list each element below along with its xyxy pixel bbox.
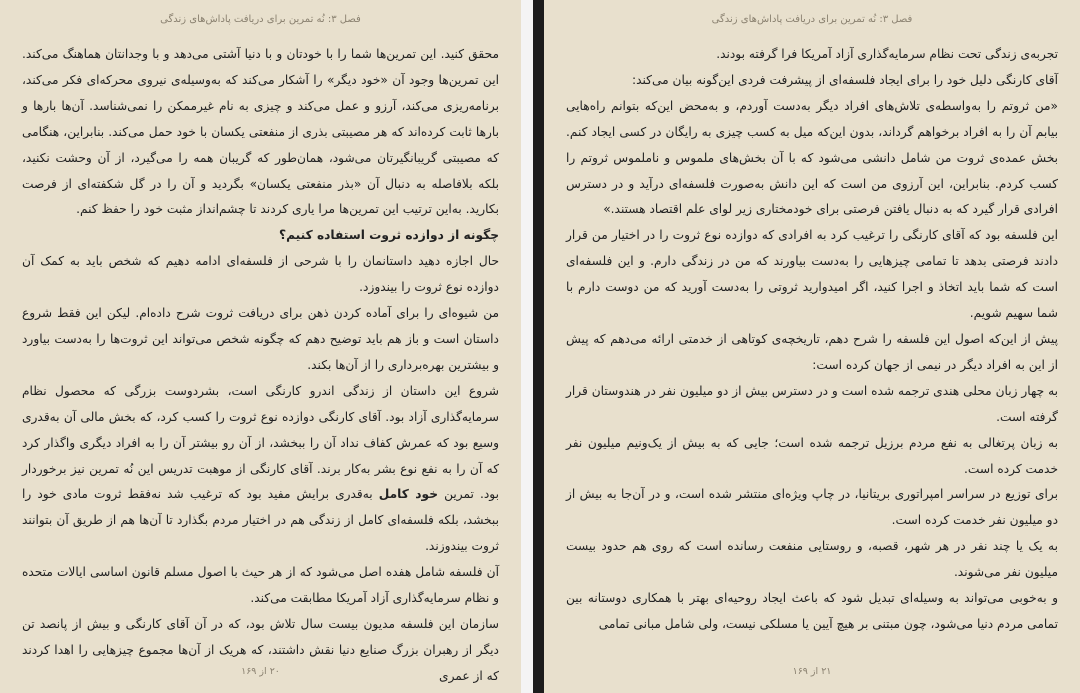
chapter-header: فصل ۳: نُه تمرین برای دریافت پاداش‌های زندگی [160, 14, 361, 25]
paragraph [22, 379, 499, 560]
paragraph: من شیوه‌ای را برای آماده کردن ذهن برای دریافت ثروت شرح داده‌ام. لیکن این فقط شروع داستان است و باز هم باید توضیح دهم که چگونه شخص می‌تواند این ثروت‌ها را به‌دست بیاورد و بیشترین بهره‌برداری را از آن‌ها بکند. [22, 306, 499, 372]
left-page[interactable] [0, 0, 521, 693]
right-page[interactable] [544, 0, 1080, 693]
paragraph: به یک یا چند نفر در هر شهر، قصبه، و روستایی منفعت رسانده است که روی هم حدود بیست میلیون نفر می‌شوند. [566, 539, 1058, 580]
paragraph: آقای کارنگی دلیل خود را برای ایجاد فلسفه‌ای از پیشرفت فردی این‌گونه بیان می‌کند: [631, 72, 1058, 87]
chapter-header: فصل ۳: نُه تمرین برای دریافت پاداش‌های زندگی [711, 14, 913, 25]
page-number: ۲۰ از ۱۶۹ [241, 666, 280, 677]
paragraph: برای توزیع در سراسر امپراتوری بریتانیا، در چاپ ویژه‌ای منتشر شده است، و در آن‌جا به بیش از دو میلیون نفر خدمت کرده است. [566, 487, 1058, 528]
paragraph-text: شروع این داستان از زندگی اندرو کارنگی است، بشردوست بزرگی که محصول نظام سرمایه‌گذاری آزاد بود. آقای کارنگی دوازده نوع ثروت را کسب کرد، که بخش مالی آن به‌قدری وسیع بود که عمرش کفاف نداد آن را ببخشد، از آن رو بیشتر آن را به افراد دیگری واگذار کرد که آن را به نفع نوع بشر به‌کار برند. آقای کارنگی از موهبت تدریس این نُه تمرین نیز برخوردار بود. تمرین [22, 383, 499, 502]
page-body [566, 42, 1058, 638]
paragraph: به زبان پرتغالی به نفع مردم برزیل ترجمه شده است؛ جایی که به بیش از یک‌ونیم میلیون نفر خدمت کرده است. [566, 435, 1058, 476]
page-number: ۲۱ از ۱۶۹ [792, 666, 832, 677]
paragraph: به چهار زبان محلی هندی ترجمه شده است و در دسترس بیش از دو میلیون نفر در هندوستان قرار گرفته است. [566, 383, 1058, 424]
section-heading: چگونه از دوازده ثروت استفاده کنیم؟ [279, 228, 499, 243]
paragraph: آن فلسفه شامل هفده اصل می‌شود که از هر حیث با اصول مسلم قانون اساسی ایالات متحده و نظام سرمایه‌گذاری آزاد آمریکا مطابقت می‌کند. [22, 565, 499, 606]
bold-term: خود کامل [378, 487, 438, 502]
paragraph: محقق کنید. این تمرین‌ها شما را با خودتان و با دنیا آشتی می‌دهد و با وجدانتان هماهنگ می‌کند. این تمرین‌ها وجود آن «خود دیگر» را آشکار می‌کند که به‌وسیله‌ی نیروی محرکه‌ای فکر می‌کند، برنامه‌ریزی می‌کند، آرزو و عمل می‌کند و چیزی به نام غیرممکن را نمی‌شناسد. آن‌ها بارها و بارها ثابت کرده‌اند که هر مصیبتی بذری از منفعتی یکسان با خود حمل می‌کند. بنابراین، هنگامی که مصیبتی گریبانگیرتان می‌شود، همان‌طور که گریبان همه را می‌گیرد، از آن وحشت نکنید، بلکه بلافاصله به دنبال آن «بذر منفعتی یکسان» بگردید و آن را در گل شکفته‌ای از فرصت بکارید. به‌این ترتیب این تمرین‌ها مرا یاری کردند تا چشم‌انداز مثبت خود را حفظ کنم. [22, 47, 499, 217]
paragraph: پیش از این‌که اصول این فلسفه را شرح دهم، تاریخچه‌ی کوتاهی از خدمتی ارائه می‌دهم که پیش از این به افراد دیگر در نیمی از جهان کرده است: [566, 331, 1058, 372]
paragraph: سازمان این فلسفه مدیون بیست سال تلاش بود، که در آن آقای کارنگی و بیش از پانصد تن دیگر از رهبران بزرگ صنایع دنیا نقش داشتند، که هریک از آن‌ها مجموع چیزهایی را اهدا کردند که از عمری [22, 616, 499, 683]
paragraph: «من ثروتم را به‌واسطه‌ی تلاش‌های افراد دیگر به‌دست آوردم، و به‌محض این‌که بتوانم راه‌هایی بیابم آن را به افراد برخواهم گرداند، بدون این‌که میل به کسب چیزی به رایگان در کسی ایجاد کنم. بخش عمده‌ی ثروت من شامل دانشی می‌شود که با آن بخش‌های ملموس و ناملموس ثروتم را کسب کردم. بنابراین، این آرزوی من است که این دانش به‌صورت فلسفه‌ای درآید و در دسترس افرادی قرار گیرد که به دنبال یافتن فرصتی برای خودمختاری زیر لوای علم اقتصاد هستند.» [566, 98, 1058, 217]
paragraph: تجربه‌ی زندگی تحت نظام سرمایه‌گذاری آزاد آمریکا فرا گرفته بودند. [716, 47, 1058, 61]
paragraph-text: به‌قدری برایش مفید بود که ترغیب شد نه‌فقط ثروت مادی خود را ببخشد، بلکه فلسفه‌ای کامل از زندگی هم در اختیار مردم بگذارد تا آن‌ها هم از طریق آن بتوانند ثروت بیندوزند. [22, 487, 499, 554]
page-gutter [521, 0, 533, 693]
paragraph: این فلسفه بود که آقای کارنگی را ترغیب کرد به افرادی که دوازده نوع ثروت را در اختیار من قرار دادند فرصتی بدهد تا تمامی چیزهایی را به‌دست بیاورند که من در زندگی دارم. و این فلسفه‌ای است که شما باید اتخاذ و اجرا کنید، اگر امیدوارید ثروتی را به‌دست آورید که من دوست دارم با شما سهیم شویم. [566, 228, 1058, 321]
page-body [22, 42, 499, 690]
paragraph: و به‌خوبی می‌تواند به وسیله‌ای تبدیل شود که باعث ایجاد روحیه‌ای بهتر با همکاری دوستانه بین تمامی مردم دنیا می‌شود، چون مبتنی بر هیچ آیین یا مسلکی نیست، ولی شامل مبانی تمامی [566, 591, 1058, 631]
paragraph: حال اجازه دهید داستانمان را با شرحی از فلسفه‌ای ادامه دهیم که شخص باید به کمک آن دوازده نوع ثروت را بیندوزد. [22, 254, 499, 295]
